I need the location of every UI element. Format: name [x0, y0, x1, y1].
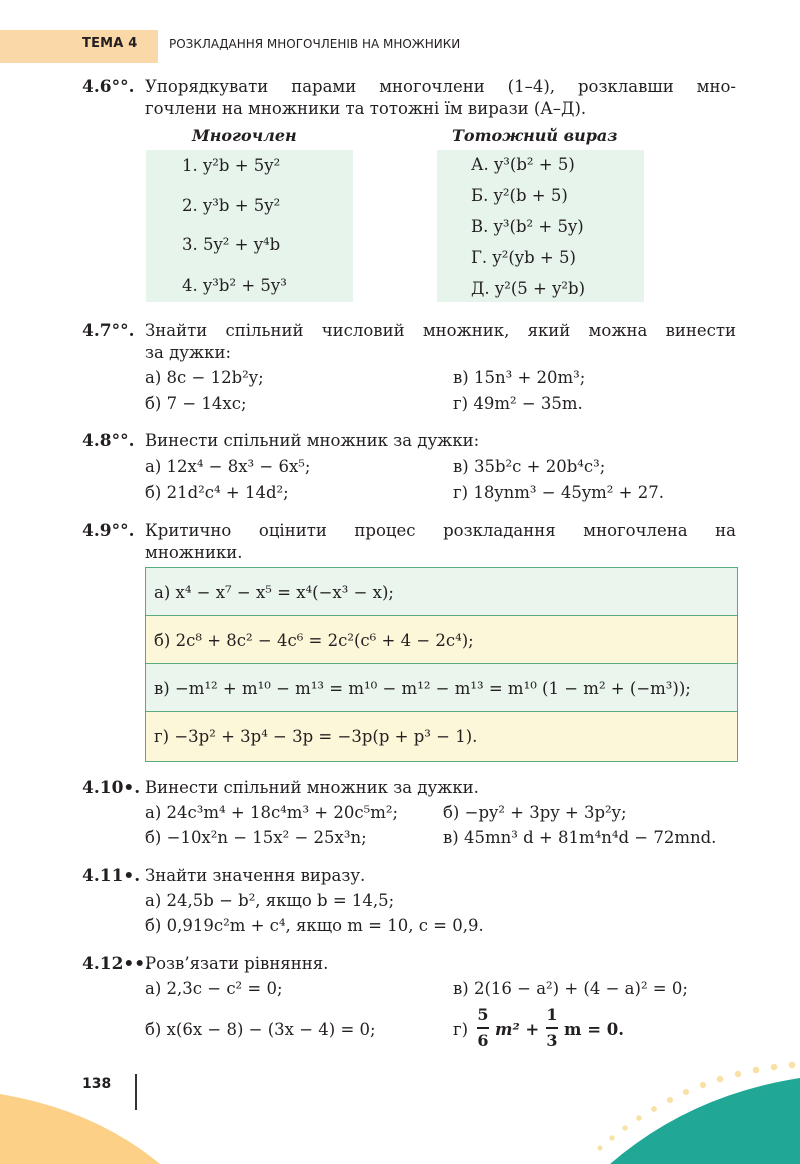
exercise-4-7-b: б) 7 − 14xc;: [145, 394, 247, 413]
check-row-text: г) −3p² + 3p⁴ − 3p = −3p(p + p³ − 1).: [154, 727, 478, 746]
identity-item: А. y³(b² + 5): [471, 155, 575, 174]
identity-list: [437, 150, 644, 302]
exercise-4-8-v: в) 35b²c + 20b⁴c³;: [453, 457, 606, 476]
identity-item: Д. y²(5 + y²b): [471, 279, 586, 298]
fraction-bar: [477, 1027, 489, 1029]
exercise-4-9-number: 4.9°°.: [82, 521, 135, 541]
exercise-4-6-text-line1: Упорядкувати парами многочлени (1–4), розклавши мно-: [145, 77, 736, 96]
exercise-4-7-text-line1: Знайти спільний числовий множник, який можна винести: [145, 321, 736, 340]
polynomial-item: 2. y³b + 5y²: [182, 196, 281, 215]
check-row-g: [146, 712, 737, 761]
exercise-4-6-text-line2: гочлени на множники та тотожні їм вирази (А–Д).: [145, 99, 587, 118]
identity-item: В. y³(b² + 5y): [471, 217, 584, 236]
fraction-denominator: 6: [477, 1031, 489, 1050]
equation-label: г): [453, 1020, 469, 1039]
exercise-4-12-number: 4.12••.: [82, 954, 152, 974]
check-row-text: а) x⁴ − x⁷ − x⁵ = x⁴(−x³ − x);: [154, 583, 394, 602]
teal-wave-shape: [610, 1078, 800, 1164]
check-row-text: б) 2c⁸ + 8c² − 4c⁶ = 2c²(c⁶ + 4 − 2c⁴);: [154, 631, 474, 650]
exercise-4-10-b1: б) −py² + 3py + 3p²y;: [443, 803, 627, 822]
page-number-rule: [135, 1074, 137, 1110]
exercise-4-8-number: 4.8°°.: [82, 431, 135, 451]
exercise-4-7-number: 4.7°°.: [82, 321, 135, 341]
exercise-4-11-a: а) 24,5b − b², якщо b = 14,5;: [145, 891, 395, 910]
topic-tab-label: ТЕМА 4: [82, 36, 138, 51]
exercise-4-10-number: 4.10•.: [82, 778, 141, 798]
exercise-4-6-number: 4.6°°.: [82, 77, 135, 97]
exercise-4-7-text-line2: за дужки:: [145, 343, 231, 362]
exercise-4-12-b: б) x(6x − 8) − (3x − 4) = 0;: [145, 1020, 376, 1039]
fraction-numerator: 1: [546, 1005, 558, 1024]
exercise-4-11-text: Знайти значення виразу.: [145, 866, 366, 885]
exercise-4-10-v: в) 45mn³ d + 81m⁴n⁴d − 72mnd.: [443, 828, 717, 847]
polynomial-item: 4. y³b² + 5y³: [182, 276, 287, 295]
exercise-4-12-a: а) 2,3c − c² = 0;: [145, 979, 283, 998]
check-row-v: [146, 664, 737, 712]
fraction-denominator: 3: [546, 1031, 558, 1050]
check-row-text: в) −m¹² + m¹⁰ − m¹³ = m¹⁰ − m¹² − m¹³ = m¹⁰ (1 − m² + (−m³));: [154, 679, 691, 698]
exercise-4-12-text: Розв’язати рівняння.: [145, 954, 329, 973]
page-number: 138: [82, 1076, 112, 1092]
exercise-4-9-text-line2: множники.: [145, 543, 243, 562]
exercise-4-10-text: Винести спільний множник за дужки.: [145, 778, 479, 797]
fraction-bar: [546, 1027, 558, 1029]
identity-item: Г. y²(yb + 5): [471, 248, 576, 267]
exercise-4-11-b: б) 0,919c²m + c⁴, якщо m = 10, c = 0,9.: [145, 916, 484, 935]
polynomial-list: [146, 150, 353, 302]
identity-item: Б. y²(b + 5): [471, 186, 568, 205]
exercise-4-11-number: 4.11•.: [82, 866, 141, 886]
exercise-4-8-b: б) 21d²c⁴ + 14d²;: [145, 483, 289, 502]
fraction-numerator: 5: [477, 1005, 489, 1024]
exercise-4-8-g: г) 18ynm³ − 45ym² + 27.: [453, 483, 664, 502]
exercise-4-9-text-line1: Критично оцінити процес розкладання многочлена на: [145, 521, 736, 540]
polynomial-item: 1. y²b + 5y²: [182, 156, 281, 175]
column-header-polynomial: Многочлен: [192, 126, 297, 145]
equation-term: m² +: [495, 1020, 540, 1039]
check-row-b: [146, 616, 737, 664]
exercise-4-7-g: г) 49m² − 35m.: [453, 394, 583, 413]
exercise-4-12-v: в) 2(16 − a²) + (4 − a)² = 0;: [453, 979, 688, 998]
exercise-4-7-a: а) 8c − 12b²y;: [145, 368, 264, 387]
exercise-4-10-b2: б) −10x²n − 15x² − 25x³n;: [145, 828, 367, 847]
column-header-identity: Тотожний вираз: [452, 126, 618, 145]
factorization-check-box: [145, 567, 738, 762]
polynomial-item: 3. 5y² + y⁴b: [182, 235, 281, 254]
exercise-4-8-text: Винести спільний множник за дужки:: [145, 431, 480, 450]
check-row-a: [146, 568, 737, 616]
exercise-4-10-a: а) 24c³m⁴ + 18c⁴m³ + 20c⁵m²;: [145, 803, 399, 822]
equation-term: m = 0.: [564, 1020, 624, 1039]
exercise-4-8-a: а) 12x⁴ − 8x³ − 6x⁵;: [145, 457, 311, 476]
running-header-title: РОЗКЛАДАННЯ МНОГОЧЛЕНІВ НА МНОЖНИКИ: [169, 37, 461, 51]
exercise-4-7-v: в) 15n³ + 20m³;: [453, 368, 586, 387]
